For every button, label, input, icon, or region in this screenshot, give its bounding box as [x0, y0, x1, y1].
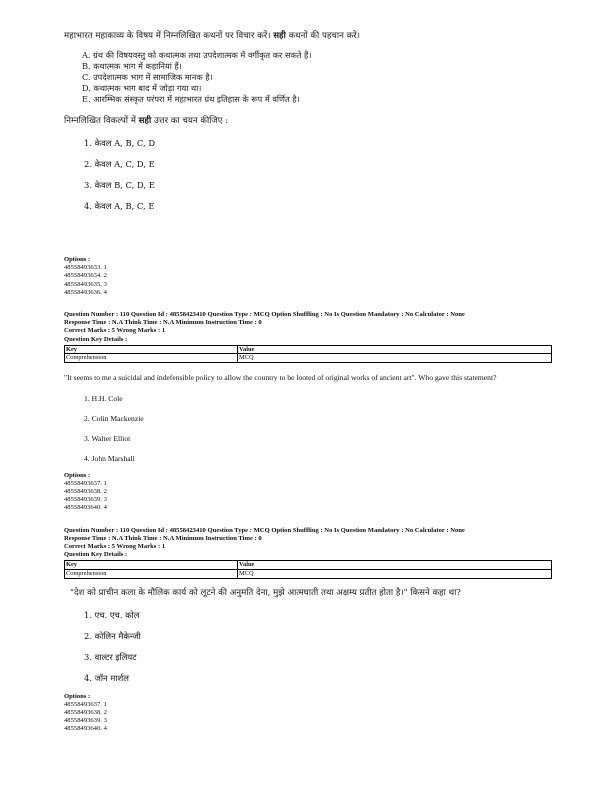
- prompt-pre: निम्नलिखित विकल्पों में: [64, 116, 139, 126]
- option-id: 48558493640. 4: [64, 725, 107, 733]
- table-header-row: [65, 561, 552, 570]
- question-1-text-pre: महाभारत महाकाव्य के विषय में निम्नलिखित कथनों पर विचार करें।: [64, 31, 274, 41]
- choice-item: 1. H.H. Cole: [84, 393, 123, 403]
- table-cell-key: Comprehension: [65, 354, 238, 363]
- question-2-text: "It seems to me a suicidal and indefensible policy to allow the country to be looted of original works of ancient art". Who gave this statement?: [64, 373, 497, 383]
- key-details-label: Question Key Details :: [64, 335, 128, 343]
- question-2-header: [64, 311, 552, 344]
- options-label: Options :: [64, 256, 91, 263]
- statement-list: [64, 50, 552, 105]
- choice-item: 2. केवल A, C, D, E: [84, 159, 155, 169]
- table-header-key: Key: [65, 345, 238, 354]
- option-id: 48558493640. 4: [64, 504, 107, 512]
- marks-line: Correct Marks : 5 Wrong Marks : 1: [64, 542, 166, 550]
- option-id: 48558493638. 2: [64, 708, 107, 716]
- table-header-value: Value: [238, 345, 552, 354]
- question-paper-page: [64, 30, 552, 734]
- option-id: 48558493637. 1: [64, 700, 107, 708]
- option-id: 48558493637. 1: [64, 479, 107, 487]
- choice-item: 2. कोलिन मैकेन्जी: [84, 630, 141, 641]
- key-details-table: [64, 560, 552, 578]
- options-block-1: [64, 256, 552, 297]
- table-row: [65, 569, 552, 578]
- choice-item: 4. केवल A, B, C, E: [84, 201, 155, 211]
- question-1-text-bold: सही: [273, 31, 286, 41]
- key-details-label: Question Key Details :: [64, 551, 128, 559]
- question-3-text: "देश को प्राचीन कला के मौलिक कार्य को लूटने की अनुमति देना, मुझे आत्मघाती तथा अक्षम्य प्रतीत होता है।" किसने कहा था?: [70, 587, 461, 598]
- statement-item: E. आरम्भिक संस्कृत परंपरा में महाभारत ग्रंथ इतिहास के रूप में वर्णित है।: [82, 94, 300, 104]
- choice-item: 3. वाल्टर इलियट: [84, 651, 137, 662]
- table-row: [65, 354, 552, 363]
- statement-item: C. उपदेशात्मक भाग में सामाजिक मानक है।: [82, 72, 213, 82]
- table-cell-key: Comprehension: [65, 569, 238, 578]
- option-id: 48558493634. 2: [64, 272, 107, 280]
- option-id: 48558493638. 2: [64, 487, 107, 495]
- question-meta-line: Question Number : 110 Question Id : 48558423410 Question Type : MCQ Option Shuffling : No Is Question Mandatory : No Calculator : None: [64, 526, 465, 534]
- choice-item: 1. एच. एच. कोल: [84, 609, 140, 620]
- statement-item: B. कथात्मक भाग में कहानियां हैं।: [82, 61, 182, 71]
- choice-list: [64, 394, 552, 474]
- table-cell-value: MCQ: [238, 354, 552, 363]
- choice-item: 4. जॉन मार्शल: [84, 672, 129, 683]
- question-3-header: [64, 527, 552, 560]
- prompt-bold: सही: [138, 116, 152, 126]
- option-id: 48558493639. 3: [64, 717, 107, 725]
- choice-list: [64, 609, 552, 693]
- options-block-2: [64, 472, 552, 513]
- table-header-row: [65, 345, 552, 354]
- question-meta-line: Question Number : 110 Question Id : 48558423410 Question Type : MCQ Option Shuffling : No Is Question Mandatory : No Calculator : None: [64, 311, 465, 319]
- statement-item: D. कथात्मक भाग बाद में जोड़ा गया था।: [82, 83, 202, 93]
- question-meta-line: Response Time : N.A Think Time : N.A Minimum Instruction Time : 0: [64, 319, 262, 327]
- options-label: Options :: [64, 692, 91, 700]
- question-meta-line: Response Time : N.A Think Time : N.A Minimum Instruction Time : 0: [64, 534, 262, 542]
- choice-item: 3. Walter Elliot: [84, 433, 131, 443]
- options-block-3: [64, 693, 552, 734]
- option-id: 48558493636. 4: [64, 288, 107, 296]
- question-1-text: [64, 30, 552, 42]
- question-1-text-post: कथनों की पहचान करें।: [285, 31, 360, 41]
- table-cell-value: MCQ: [238, 569, 552, 578]
- key-details-table: [64, 345, 552, 363]
- option-id: 48558493635. 3: [64, 280, 107, 288]
- choice-item: 1. केवल A, B, C, D: [84, 138, 156, 148]
- choice-item: 2. Colin Mackenzie: [84, 413, 144, 423]
- prompt-post: उत्तर का चयन कीजिए :: [151, 116, 229, 126]
- option-id: 48558493633. 1: [64, 264, 107, 272]
- question-1-prompt: [64, 115, 552, 127]
- table-header-key: Key: [65, 561, 238, 570]
- marks-line: Correct Marks : 5 Wrong Marks : 1: [64, 327, 166, 335]
- statement-item: A. ग्रंथ की विषयवस्तु को कथात्मक तथा उपदेशात्मक में वर्गीकृत कर सकते हैं।: [82, 50, 312, 60]
- option-id: 48558493639. 3: [64, 496, 107, 504]
- choice-list: [64, 137, 552, 221]
- question-1: [64, 30, 552, 280]
- table-header-value: Value: [238, 561, 552, 570]
- options-label: Options :: [64, 471, 91, 479]
- choice-item: 3. केवल B, C, D, E: [84, 180, 155, 190]
- choice-item: 4. John Marshall: [84, 453, 135, 463]
